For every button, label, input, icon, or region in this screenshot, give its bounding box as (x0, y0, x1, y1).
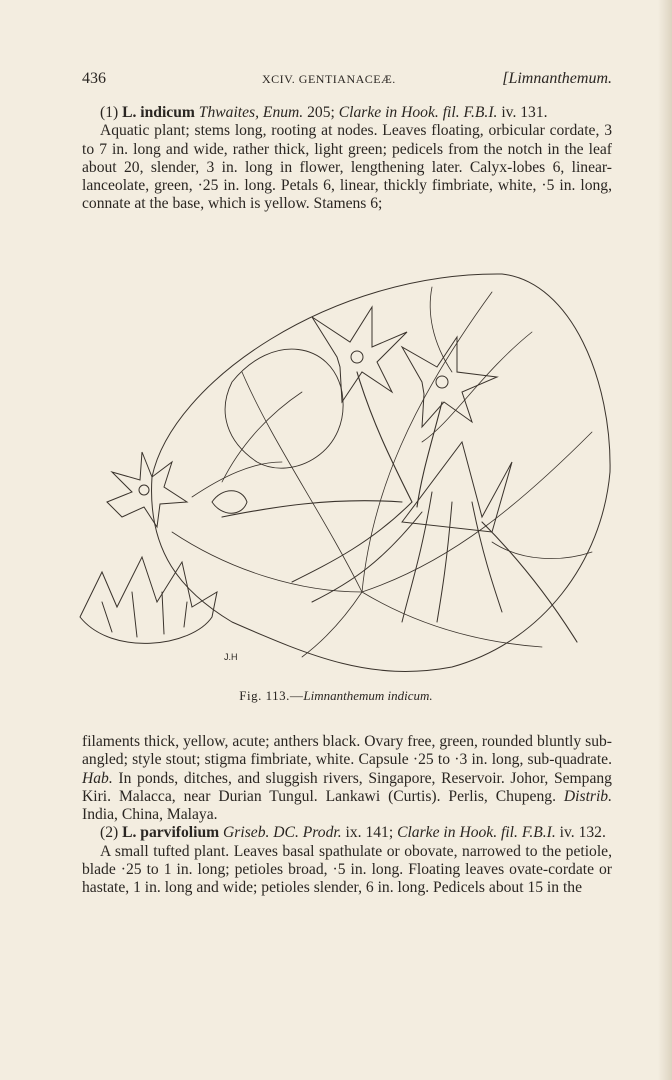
species-2-name: L. parvifolium (122, 824, 220, 842)
species-1-entry (82, 104, 612, 214)
species-2-citation: (2) L. parvifolium Griseb. DC. Prodr. ix. 141; Clarke in Hook. fil. F.B.I. iv. 132. (100, 824, 606, 842)
calyx-detail (80, 557, 217, 643)
species-1-description-cont: filaments thick, yellow, acute; anthers black. Ovary free, green, rounded bluntly sub-angled; style stout; stigma fimbriate, white. Capsule ·25 to ·3 in. long, sub-quadrate. Hab. In ponds, ditches, and sluggish rivers, Singapore, Reservoir. Johor, Sempang Kiri. Malacca, near Durian Tungul. Lankawi (Curtis). Perlis, Chupeng. Distrib. India, China, Malaya. (82, 733, 612, 824)
figure-caption: Fig. 113.—Limnanthemum indicum. (239, 688, 433, 703)
page-number: 436 (82, 70, 106, 87)
family-heading: XCIV. GENTIANACEÆ. (262, 72, 396, 86)
inner-leaf (225, 349, 343, 468)
species-1-name: L. indicum (122, 104, 195, 121)
page-edge-shadow (658, 0, 672, 1080)
leaf-outline (152, 274, 611, 671)
genus-heading: [Limnanthemum. (502, 70, 612, 87)
flower-cluster (292, 442, 512, 622)
running-header (82, 70, 612, 94)
species-1-citation: (1) L. indicum Thwaites, Enum. 205; Clarke in Hook. fil. F.B.I. iv. 131. (100, 104, 548, 121)
species-1-continued (82, 733, 612, 898)
artist-initials: J.H (224, 652, 238, 662)
botanical-illustration (72, 262, 620, 674)
species-1-description: Aquatic plant; stems long, rooting at nodes. Leaves floating, orbicular cordate, 3 to 7 in. long and wide, rather thick, light green; pedicels from the notch in the leaf about 20, slender, 3 in. long in flower, lengthening later. Calyx-lobes 6, linear-lanceolate, green, ·25 in. long. Petals 6, linear, thickly fimbriate, white, ·5 in. long, connate at the base, which is yellow. Stamens 6; (82, 122, 612, 213)
species-2-description: A small tufted plant. Leaves basal spathulate or obovate, narrowed to the petiole, blade ·25 to 1 in. long; petioles broad, ·5 in. long. Floating leaves ovate-cordate or hastate, 1 in. long and wide; petioles slender, 6 in. long. Pedicels about 15 in the (82, 842, 612, 897)
